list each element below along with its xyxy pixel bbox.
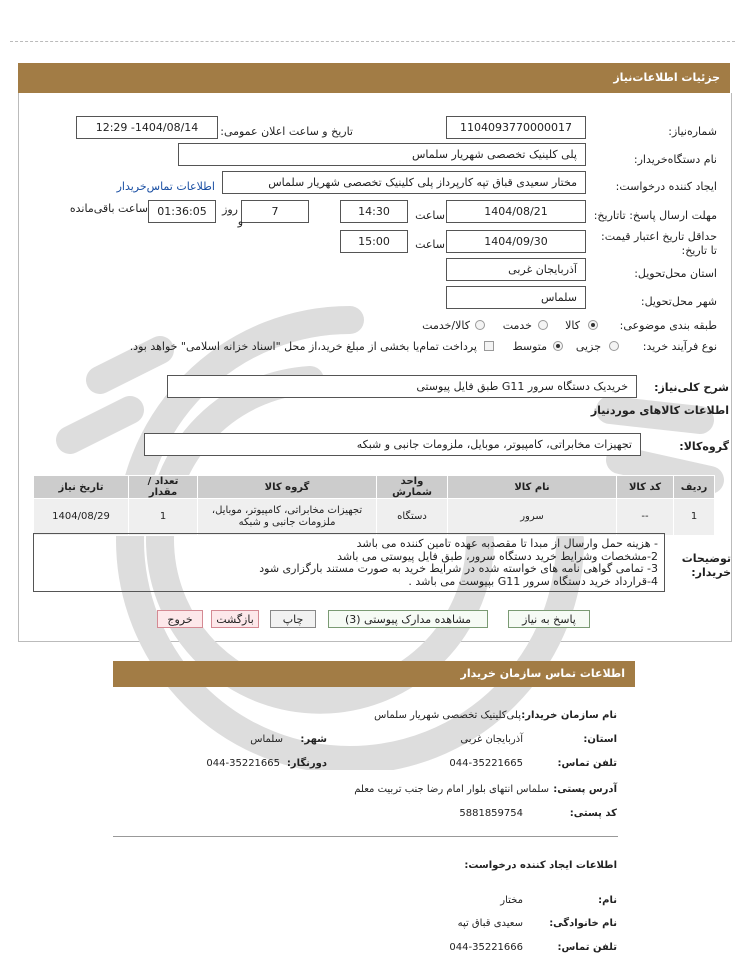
- contact-phone-label: تلفن تماس:: [557, 758, 617, 769]
- creator-label: ایجاد کننده درخواست:: [615, 180, 717, 193]
- col-date: تاریخ نیاز: [34, 476, 129, 499]
- table-header-row: [34, 476, 715, 499]
- buyer-note-line: 4-قرارداد خرید دستگاه سرور G11 بپیوست می باشد .: [408, 574, 658, 588]
- buyer-note-line: 2-مشخصات وشرایط خرید دستگاه سرور، طبق فایل پیوستی می باشد: [337, 549, 658, 563]
- and-label: و: [237, 215, 243, 228]
- summary-label: شرح کلی‌نیاز:: [654, 381, 729, 394]
- col-code: کد کالا: [617, 476, 674, 499]
- buyer-notes-label: توضیحات خریدار:: [681, 552, 731, 579]
- contact-fax-label: دورنگار:: [286, 758, 327, 769]
- process-radio-minor[interactable]: [609, 341, 619, 351]
- contact-province-label: استان:: [583, 734, 617, 745]
- buyer-note-line: 3- تمامی گواهی نامه های خواسته شده در شرایط خرید به صورت مستند بارگزاری شود: [259, 562, 658, 575]
- price-validity-label: حداقل تاریخ اعتبار قیمت: تا تاریخ:: [601, 230, 717, 257]
- buyer-org-label: نام دستگاه‌خریدار:: [633, 153, 717, 166]
- city-value: سلماس: [446, 286, 586, 309]
- col-unit: واحد شمارش: [377, 476, 448, 499]
- process-option-minor: جزیی: [575, 340, 601, 353]
- deadline-time-label: ساعت: [415, 209, 445, 222]
- summary-value: خریدیک دستگاه سرور G11 طبق فایل پیوستی: [167, 375, 637, 398]
- treasury-payment-checkbox[interactable]: [484, 341, 494, 351]
- goods-info-title: اطلاعات کالاهای موردنیاز: [590, 404, 729, 417]
- process-label: نوع فرآیند خرید:: [642, 340, 717, 353]
- contact-divider: [113, 836, 618, 837]
- col-quantity: تعداد / مقدار: [129, 476, 198, 499]
- contact-postal-label: کد پستی:: [569, 808, 617, 819]
- cell-quantity: 1: [129, 499, 198, 536]
- contact-org-value: پلی‌کلینیک تخصصی شهریار سلماس: [374, 710, 521, 721]
- announce-label: تاریخ و ساعت اعلان عمومی:: [220, 125, 353, 138]
- province-label: استان محل‌تحویل:: [634, 267, 717, 280]
- print-button[interactable]: چاپ: [270, 610, 316, 628]
- creator-phone-value: 044-35221666: [449, 942, 523, 953]
- creator-family-label: نام خانوادگی:: [549, 918, 617, 929]
- buyer-contact-link[interactable]: اطلاعات تماس‌خریدار: [116, 180, 215, 193]
- contact-address-label: آدرس پستی:: [553, 784, 617, 795]
- contact-postal-value: 5881859754: [459, 808, 523, 819]
- province-value: آذربایجان غربی: [446, 258, 586, 281]
- top-divider: [10, 41, 735, 42]
- back-button[interactable]: بازگشت: [211, 610, 259, 628]
- category-option-goods: کالا: [565, 319, 580, 332]
- goods-group-value: تجهیزات مخابراتی، کامپیوتر، موبایل، ملزومات جانبی و شبکه: [144, 433, 641, 456]
- treasury-payment-note: پرداخت تمام‌یا بخشی از مبلغ خرید،از محل "اسناد خزانه اسلامی" خواهد بود.: [129, 340, 477, 353]
- deadline-label: مهلت ارسال پاسخ: تاتاریخ:: [593, 209, 717, 222]
- col-name: نام کالا: [448, 476, 617, 499]
- category-radio-goods[interactable]: [588, 320, 598, 330]
- cell-group: تجهیزات مخابراتی، کامپیوتر، موبایل، ملزومات جانبی و شبکه: [198, 499, 377, 536]
- col-row: ردیف: [674, 476, 715, 499]
- creator-family-value: سعیدی قباق تپه: [457, 918, 523, 929]
- creator-section-title: اطلاعات ایجاد کننده درخواست:: [464, 860, 617, 871]
- contact-org-label: نام سازمان خریدار:: [521, 710, 617, 721]
- contact-province-value: آذربایجان غربی: [460, 734, 523, 745]
- goods-group-label: گروه‌کالا:: [679, 440, 729, 453]
- process-option-medium: متوسط: [512, 340, 547, 353]
- creator-value: مختار سعیدی قباق تپه کارپرداز پلی کلینیک تخصصی شهریار سلماس: [222, 171, 586, 194]
- city-label: شهر محل‌تحویل:: [640, 295, 717, 308]
- cell-code: --: [617, 499, 674, 536]
- buyer-notes-box: [33, 533, 665, 592]
- remaining-time: 01:36:05: [148, 200, 216, 223]
- cell-unit: دستگاه: [377, 499, 448, 536]
- buyer-org-value: پلی کلینیک تخصصی شهریار سلماس: [178, 143, 586, 166]
- creator-phone-label: تلفن تماس:: [557, 942, 617, 953]
- process-radio-medium[interactable]: [553, 341, 563, 351]
- announce-value: 1404/08/14- 12:29: [76, 116, 218, 139]
- view-attachments-button[interactable]: مشاهده مدارک پیوستی (3): [328, 610, 488, 628]
- remaining-days: 7: [241, 200, 309, 223]
- contact-phone-value: 044-35221665: [449, 758, 523, 769]
- exit-button[interactable]: خروج: [157, 610, 203, 628]
- contact-address-value: سلماس انتهای بلوار امام رضا جنب تربیت معلم: [354, 784, 549, 795]
- category-radio-service[interactable]: [538, 320, 548, 330]
- contact-city-value: سلماس: [250, 734, 283, 745]
- table-row: [34, 499, 715, 536]
- price-validity-time: 15:00: [340, 230, 408, 253]
- section-header-need-details: [18, 63, 730, 93]
- category-radio-goods-service[interactable]: [475, 320, 485, 330]
- need-number-value: 1104093770000017: [446, 116, 586, 139]
- category-option-goods-service: کالا/خدمت: [422, 319, 470, 332]
- reply-button[interactable]: پاسخ به نیاز: [508, 610, 590, 628]
- cell-date: 1404/08/29: [34, 499, 129, 536]
- contact-section-title: اطلاعات تماس سازمان خریدار: [460, 667, 625, 680]
- days-label: روز: [222, 203, 238, 216]
- cell-name: سرور: [448, 499, 617, 536]
- section-header-buyer-contact: [113, 661, 635, 687]
- price-validity-date: 1404/09/30: [446, 230, 586, 253]
- section-title: جزئیات اطلاعات‌نیاز: [613, 71, 720, 84]
- category-label: طبقه بندی موضوعی:: [619, 319, 717, 332]
- price-validity-time-label: ساعت: [415, 238, 445, 251]
- remaining-label: ساعت باقی‌مانده: [69, 202, 148, 215]
- deadline-date: 1404/08/21: [446, 200, 586, 223]
- creator-name-value: مختار: [500, 895, 523, 906]
- deadline-time: 14:30: [340, 200, 408, 223]
- contact-fax-value: 044-35221665: [206, 758, 280, 769]
- creator-name-label: نام:: [598, 895, 617, 906]
- cell-row: 1: [674, 499, 715, 536]
- category-option-service: خدمت: [502, 319, 532, 332]
- col-group: گروه کالا: [198, 476, 377, 499]
- goods-table: [33, 475, 715, 536]
- contact-city-label: شهر:: [300, 734, 327, 745]
- need-number-label: شماره‌نیاز:: [668, 125, 717, 138]
- buyer-note-line: - هزینه حمل وارسال از مبدا تا مقصدبه عهده تامین کننده می باشد: [356, 537, 658, 550]
